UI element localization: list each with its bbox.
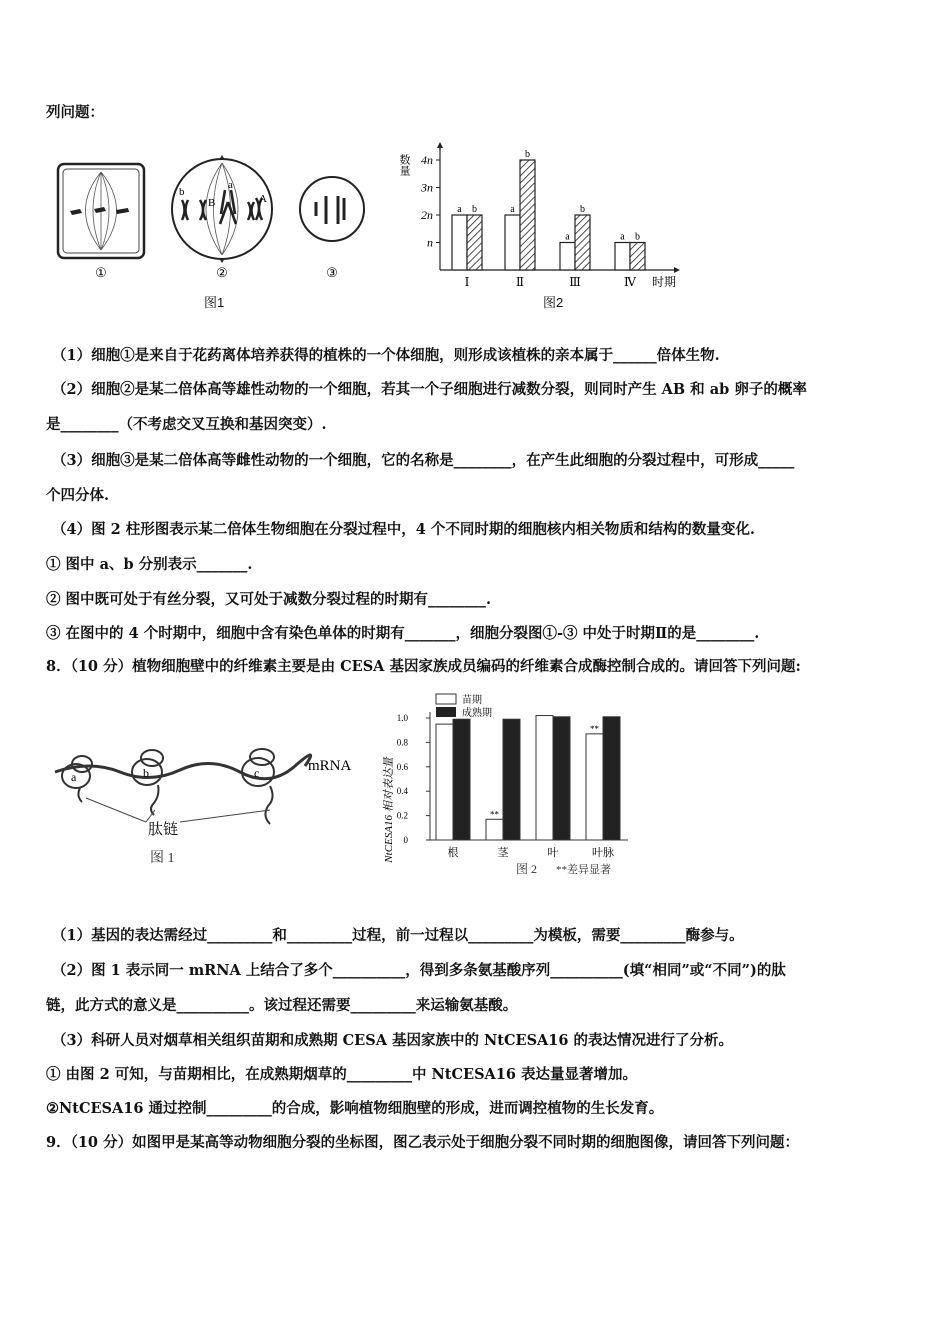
chart1-xtick-label: Ⅱ (515, 275, 525, 289)
cell-1-label: ① (95, 265, 107, 280)
chart1-bar-label: a (457, 204, 462, 215)
legend-seedling-swatch (436, 694, 456, 704)
chrom-label-B: B (208, 197, 216, 209)
chart2-ytick-label: 0.6 (396, 761, 408, 772)
q7-part2-line2: 是________（不考虑交叉互换和基因突变）. (46, 416, 327, 433)
chrom-label-A: A (259, 193, 267, 205)
chart2-xtick-label: 叶 (547, 847, 559, 859)
figure-2-bar-chart (400, 140, 690, 300)
chart1-bar-label: a (510, 204, 515, 215)
q7-part4: （4）图 2 柱形图表示某二倍体生物细胞在分裂过程中，4 个不同时期的细胞核内相关物质和结构的数量变化. (52, 521, 755, 538)
chrom-label-b: b (179, 186, 185, 198)
chart1-bar-b-2 (520, 160, 535, 270)
chart2-bar-成熟期-茎 (503, 719, 520, 840)
q7-part3-line1: （3）细胞③是某二倍体高等雌性动物的一个细胞，它的名称是________，在产生此细胞的分裂过程中，可形成_____ (52, 452, 795, 469)
chart2-ytick-label: 0 (403, 835, 408, 845)
figure-2-caption: 图2 (543, 295, 564, 310)
chart1-ytick-label: 2n (421, 208, 433, 222)
ribosome-c-label: c (254, 766, 260, 780)
chart2-bar-苗期-茎 (486, 819, 503, 840)
chart2-significance-marker: ** (490, 809, 499, 820)
q8-fig1-caption: 图 1 (150, 851, 175, 866)
chart1-bar-label: b (472, 204, 477, 215)
q8-stem: 8．（10 分）植物细胞壁中的纤维素主要是由 CESA 基因家族成员编码的纤维素合成酶控制合成的。请回答下列问题: (46, 658, 801, 675)
q7-part4-sub1: ① 图中 a、b 分别表示_______. (46, 556, 253, 573)
chart2-bar-成熟期-根 (453, 719, 470, 840)
chart1-bar-b-3 (575, 215, 590, 270)
legend-mature-swatch (436, 707, 456, 717)
chart2-xtick-label: 根 (447, 847, 459, 859)
chart1-bar-a-2 (505, 215, 520, 270)
chart1-bar-a-4 (615, 243, 630, 271)
mrna-label: mRNA (308, 758, 352, 774)
q7-part4-sub3: ③ 在图中的 4 个时期中，细胞中含有染色单体的时期有_______，细胞分裂图①-③ 中处于时期Ⅱ的是________. (46, 625, 760, 642)
chart2-ytick-label: 0.4 (396, 786, 408, 797)
chart1-bar-label: b (525, 149, 530, 160)
chart1-xtick-label: Ⅲ (569, 275, 581, 289)
chart1-ylabel: 数量 (398, 154, 410, 176)
chart2-bar-苗期-根 (436, 724, 453, 840)
q8-part3-sub2: ②NtCESA16 通过控制_________的合成，影响植物细胞壁的形成，进而调控植物的生长发育。 (46, 1100, 664, 1117)
chart2-bar-成熟期-叶脉 (603, 717, 620, 840)
chart2-ytick-label: 0.8 (396, 737, 408, 748)
chart1-xtick-label: Ⅰ (464, 275, 470, 289)
q7-part4-sub2: ② 图中既可处于有丝分裂，又可处于减数分裂过程的时期有________. (46, 591, 492, 608)
q8-part2-line1: （2）图 1 表示同一 mRNA 上结合了多个__________，得到多条氨基酸序列__________(填“相同”或“不同”)的肽 (52, 962, 786, 979)
chart1-ytick-label: n (427, 235, 433, 250)
chart1-xtick-label: Ⅳ (624, 275, 636, 289)
ribosome-b-label: b (143, 766, 149, 780)
cell-2-label: ② (216, 265, 228, 280)
chart2-ylabel: NtCESA16 相对表达量 (383, 757, 395, 863)
chart1-bar-label: a (620, 231, 625, 243)
chrom-label-a: a (228, 179, 233, 191)
q8-part2-line2: 链，此方式的意义是__________。该过程还需要_________来运输氨基酸。 (46, 997, 518, 1014)
legend-mature-label: 成熟期 (462, 708, 492, 719)
figure-1-cells (50, 150, 380, 310)
q7-part2-line1: （2）细胞②是某二倍体高等雄性动物的一个细胞，若其一个子细胞进行减数分裂，则同时产生 AB 和 ab 卵子的概率 (52, 381, 807, 398)
q8-part3-sub1: ① 由图 2 可知，与苗期相比，在成熟期烟草的_________中 NtCESA16 表达量显著增加。 (46, 1066, 638, 1083)
chart2-note: **差异显著 (556, 864, 611, 876)
q7-part3-line2: 个四分体. (46, 487, 110, 504)
q8-figure-2-bar-chart (378, 690, 648, 885)
chart1-bar-label: b (580, 204, 585, 215)
ribosome-a-label: a (71, 770, 77, 784)
intro-text: 列问题： (46, 104, 104, 121)
q9-stem: 9．（10 分）如图甲是某高等动物细胞分裂的坐标图，图乙表示处于细胞分裂不同时期的细胞图像，请回答下列问题： (46, 1134, 800, 1151)
chart1-bar-b-4 (630, 243, 645, 271)
chart1-bar-a-1 (452, 215, 467, 270)
chart2-xtick-label: 叶脉 (592, 847, 614, 859)
peptide-label: 肽链 (148, 822, 179, 838)
chart2-caption: 图 2 (516, 862, 538, 876)
chart2-bar-苗期-叶 (536, 716, 553, 840)
chart1-xlabel: 时期 (652, 275, 677, 289)
chart2-xtick-label: 茎 (497, 847, 509, 859)
chart1-bar-label: a (565, 231, 570, 243)
chart1-ytick-label: 4n (421, 153, 433, 167)
chart1-bar-label: b (635, 231, 640, 243)
figure-1-caption: 图1 (204, 295, 225, 310)
chart1-ytick-label: 3n (421, 180, 433, 195)
chart2-bar-苗期-叶脉 (586, 734, 603, 840)
chart2-ytick-label: 1.0 (396, 713, 408, 723)
chart1-bar-a-3 (560, 243, 575, 271)
legend-seedling-label: 苗期 (462, 695, 482, 706)
q7-part1: （1）细胞①是来自于花药离体培养获得的植株的一个体细胞，则形成该植株的亲本属于______倍体生物. (52, 347, 720, 364)
q8-figure-1-polysome (50, 700, 370, 875)
chart2-ytick-label: 0.2 (396, 810, 408, 821)
q8-part1: （1）基因的表达需经过_________和_________过程，前一过程以_________为模板，需要_________酶参与。 (52, 927, 744, 944)
cell-3-label: ③ (326, 265, 338, 280)
cell-3-membrane (300, 177, 364, 241)
chart2-significance-marker: ** (590, 723, 599, 734)
q8-part3: （3）科研人员对烟草相关组织苗期和成熟期 CESA 基因家族中的 NtCESA16 的表达情况进行了分析。 (52, 1032, 734, 1049)
chart1-bar-b-1 (467, 215, 482, 270)
chart2-bar-成熟期-叶 (553, 717, 570, 840)
